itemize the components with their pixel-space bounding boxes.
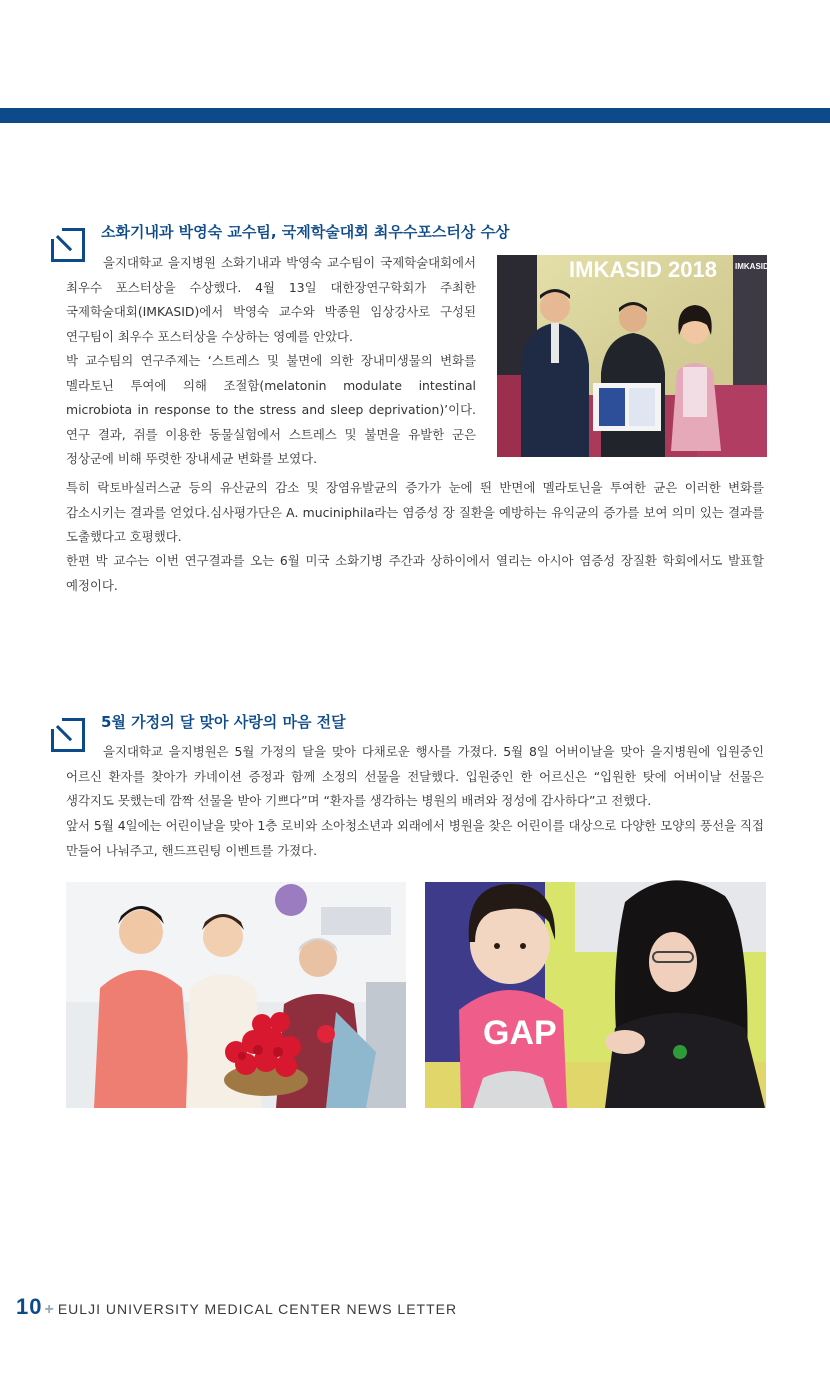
header-band: [0, 108, 830, 123]
page-footer: [16, 1294, 457, 1320]
article-paragraph: 을지대학교 을지병원 소화기내과 박영숙 교수팀이 국제학술대회에서 최우수 포스터상을 수상했다. 4월 13일 대한장연구학회가 주최한 국제학술대회(IMKASID)에서 박영숙 교수와 박종원 임상강사로 구성된 연구팀이 최우수 포스터상을 수상하는 영예를 안았다.: [66, 255, 476, 344]
article-title: 5월 가정의 달 맞아 사랑의 마음 전달: [101, 713, 346, 731]
side-banner-text: IMKASID 2018: [735, 262, 789, 271]
page-number: 10: [16, 1294, 43, 1319]
shirt-text: GAP: [483, 1014, 557, 1052]
banner-text: IMKASID 2018: [569, 257, 717, 282]
carnation-photo: [66, 882, 406, 1108]
newsletter-title: EULJI UNIVERSITY MEDICAL CENTER NEWS LETTER: [57, 1301, 458, 1317]
award-photo: [497, 255, 789, 457]
article-title: 소화기내과 박영숙 교수팀, 국제학술대회 최우수포스터상 수상: [101, 223, 510, 241]
article-paragraph: 박 교수팀의 연구주제는 ‘스트레스 및 불면에 의한 장내미생물의 변화를 멜라토닌 투여에 의해 조절함(melatonin modulate intestinal microbiota in response to the stress and sleep deprivation)’이다. 연구 결과, 쥐를 이용한 동물실험에서 스트레스 및 불면을 유발한 군은 정상군에 비해 뚜렷한 장내세균 변화를 보였다.: [66, 353, 476, 467]
article-paragraph: 한편 박 교수는 이번 연구결과를 오는 6월 미국 소화기병 주간과 상하이에서 열리는 아시아 염증성 장질환 학회에서도 발표할 예정이다.: [66, 553, 764, 593]
child-handprint-photo: [425, 882, 766, 1108]
article-paragraph: 앞서 5월 4일에는 어린이날을 맞아 1층 로비와 소아청소년과 외래에서 병원을 찾은 어린이를 대상으로 다양한 모양의 풍선을 직접 만들어 나눠주고, 핸드프린팅 이벤트를 가졌다.: [66, 818, 764, 858]
separator-plus: +: [44, 1301, 54, 1318]
article-paragraph: 을지대학교 을지병원은 5월 가정의 달을 맞아 다채로운 행사를 가졌다. 5월 8일 어버이날을 맞아 을지병원에 입원중인 어르신 환자를 찾아가 카네이션 증정과 함께 소정의 선물을 전달했다. 입원중인 한 어르신은 “입원한 탓에 어버이날 선물은 생각지도 못했는데 깜짝 선물을 받아 기쁘다”며 “환자를 생각하는 병원의 배려와 정성에 감사하다”고 전했다.: [66, 744, 764, 809]
article-paragraph: 특히 락토바실러스균 등의 유산균의 감소 및 장염유발균의 증가가 눈에 띈 반면에 멜라토닌을 투여한 균은 이러한 변화를 감소시키는 결과를 얻었다.심사평가단은 A. muciniphila라는 염증성 장 질환을 예방하는 유익균의 증가를 보여 의미 있는 결과를 도출했다고 호평했다.: [66, 480, 764, 545]
